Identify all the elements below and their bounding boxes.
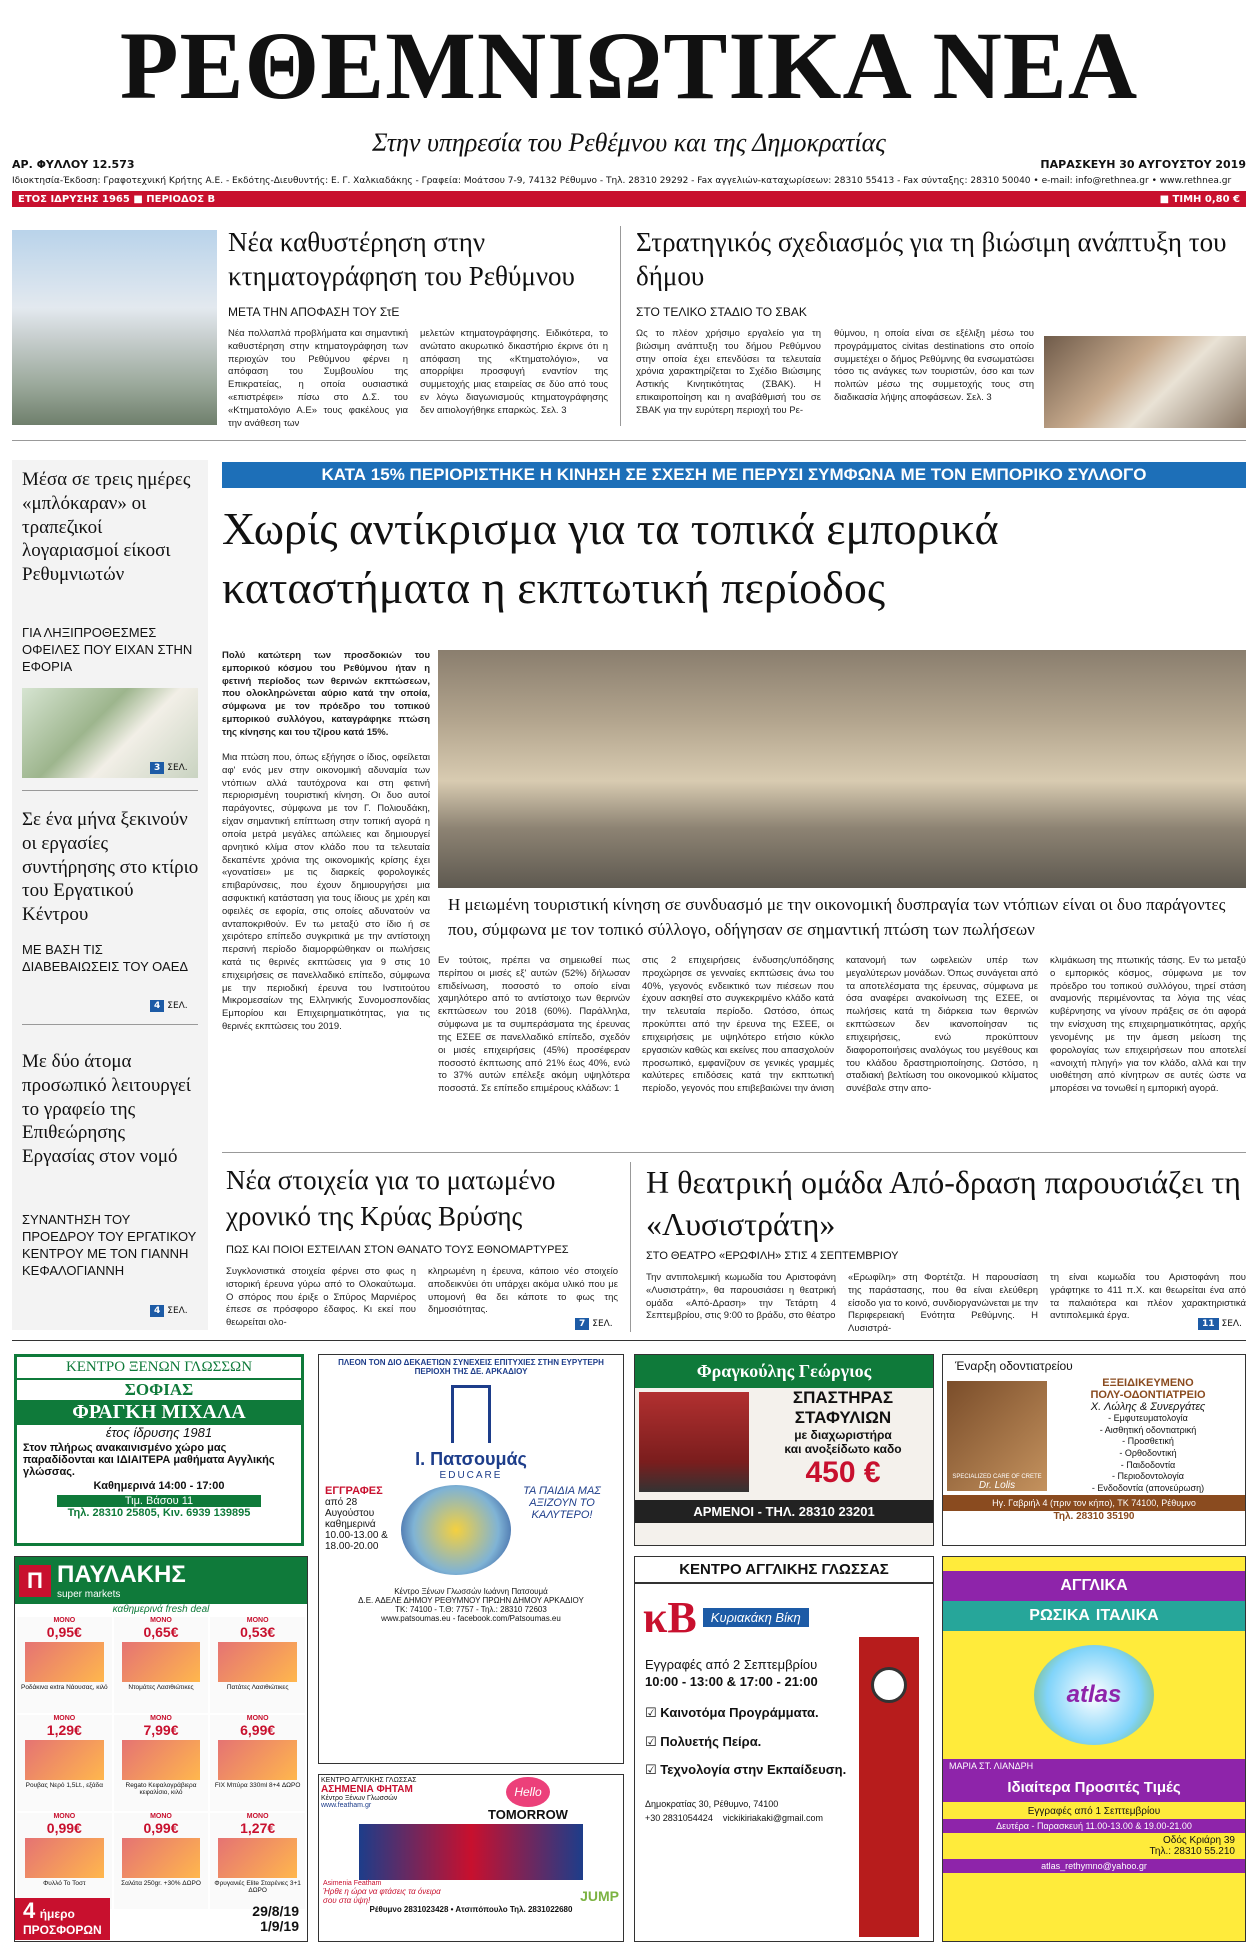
main-col-4: κλιμάκωση της πτωτικής τάσης. Εν τω μεταξύ ο εμπορικός κόσμος, σύμφωνα με τον πρόεδρο του τοπικού συλλόγου, τηρεί στάση αναμονής περιμένοντας τα λόγια της νέας κυβέρνησης να γίνουν πράξεις σε ότι αφορά την ενίσχυση της επιχειρηματικότητας, αρχής γενομένης με την άμεση μείωση της φορολογίας των επιχειρήσεων που αποτελεί «ανοιχτή πληγή» για τον κλάδο, αλλά και την υιοθέτηση από κίνητρων σε αυτές ώστε να μπορέσει να τονωθεί η εμπορική αγορά. (1050, 955, 1246, 1095)
ad-kir-name: Κυριακάκη Βίκη (703, 1608, 809, 1627)
ads-divider (12, 1340, 1246, 1341)
top-left-headline: Νέα καθυστέρηση στην κτηματογράφηση του Ρεθύμνου (228, 227, 575, 291)
ad-pav-badge1: 4 (23, 1898, 36, 1923)
rethymno-aerial-photo (12, 230, 217, 425)
ad-atlas-logo: atlas (1034, 1645, 1154, 1745)
ad-pats-regtext: από 28 Αυγούστου καθημερινά 10.00-13.00 & 18.00-20.00 (325, 1497, 388, 1552)
sidebar-2-page: 4 ΣΕΛ. (150, 1000, 188, 1012)
ad-frag-price: 450 € (805, 1456, 881, 1489)
ad-dental-logo: SPECIALIZED CARE OF CRETE (952, 1474, 1042, 1480)
globe-icon (401, 1485, 511, 1575)
masthead-tagline: Στην υπηρεσία του Ρεθέμνου και της Δημοκρατίας (372, 128, 886, 157)
top-right-headline: Στρατηγικός σχεδιασμός για τη βιώσιμη ανάπτυξη του δήμου (636, 227, 1227, 291)
ad-pav-product: ΜΟΝΟ 0,99€ Σαλάτα 250gr. +30% ΔΩΡΟ (114, 1813, 209, 1909)
ad-dental-tel: Τηλ. 28310 35190 (1053, 1511, 1135, 1522)
top-right-col1: Ως το πλέον χρήσιμο εργαλείο για τη βιώσιμη ανάπτυξη του δήμου Ρεθύμνου στην οποία έχει επενδύσει τα τελευταία χρόνια χαρακτηρίζεται το Σχέδιο Βιώσιμης Αστικής Κινητικότητας (ΣΒΑΚ). Η επικαιροποίηση και η αναβάθμισή του σε ΣΒΑΚ για την ευρύτερη περιοχή του Ρε- (636, 328, 821, 416)
ad-pav-name: ΠΑΥΛΑΚΗΣ (57, 1561, 186, 1588)
ad-atlas-owner: ΜΑΡΙΑ ΣΤ. ΛΙΑΝΔΡΗ (943, 1759, 1245, 1773)
ad-fragoulis[interactable] (634, 1354, 934, 1546)
ad-dental-service: - Εμφυτευματολογία (1108, 1413, 1188, 1423)
main-col-left: Μια πτώση που, όπως εξήγησε ο ίδιος, οφείλεται αφ' ενός μεν στην οικονομική αδυναμία των ντόπιων αλλά ταυτόχρονα και στη φετινή περιορισμένη τουριστική κίνηση. Οι δυο αυτοί παράγοντες, σύμφωνα με τον Γ. Πολιουδάκη, είχαν σημαντική επίπτωση στην τοπική αγορά η οποία μετρά μεγάλες απώλειες και δημιουργεί αρνητικό κλίμα στον κλάδο που τα τελευταία δεκαπέντε χρόνια της οικονομικής κρίσης έχει «γονατίσει» με τις διαρκείς φορολογικές επιβαρύνσεις, που έχουν δημιουργήσει μια ασφυκτική κατάσταση για τους ίδιους με χρέη και οφειλές σε εφορία, στις οποίες αδυνατούν να ανταποκριθούν. Εν τω μεταξύ στο ίδιο ή σε χειρότερο επίπεδο συγκριτικά με την αντίστοιχη περσινή περίοδο διαμορφώθηκαν οι πωλήσεις κατά τις θερινές εκπτώσεις για 9 στις 10 επιχειρήσεις σε πανελλαδικό επίπεδο, σύμφωνα με την περιοδική έρευνα του Ινστιτούτου Μικρομεσαίων της Ελληνικής Συνομοσπονδίας Εμπορίου και Επιχειρηματικότητας, για τις θερινές εκπτώσεις του 2019. (222, 752, 430, 1033)
sidebar-1-title: Μέσα σε τρεις ημέρες «μπλόκαραν» οι τραπεζικοί λογαριασμοί είκοσι Ρεθυμνιωτών (22, 469, 191, 585)
product-photo (218, 1838, 297, 1878)
founded-bar (12, 191, 1246, 207)
ad-pav-product: ΜΟΝΟ 0,53€ Πατάτες Λασιθιώτικες (210, 1617, 305, 1713)
ad-atlas-l2: ΡΩΣΙΚΑ (1029, 1607, 1090, 1624)
ad-pav-product: ΜΟΝΟ 0,99€ Φυλλό Το Τοστ (17, 1813, 112, 1909)
ad-lang-hours: Καθημερινά 14:00 - 17:00 (93, 1480, 225, 1492)
bottom-right-col2: «Ερωφίλη» στη Φορτέτζα. Η παρουσίαση της παράστασης, που θα είναι ελεύθερη είσοδο για το κοινό, συνδιοργανώνεται με την Περιφερειακή Ενότητα Ρεθύμνης. Η Λυσιστρά- (848, 1272, 1038, 1335)
bottom-left-col2: κληρωμένη η έρευνα, κάποιο νέο στοιχείο αποδεικνύει ότι υπάρχει ακόμα υλικό που με υπομονή θα δει κάποτε το φως της δημοσιότητας. (428, 1266, 618, 1316)
sidebar-3-sub: ΣΥΝΑΝΤΗΣΗ ΤΟΥ ΠΡΟΕΔΡΟΥ ΤΟΥ ΕΡΓΑΤΙΚΟΥ ΚΕΝΤΡΟΥ ΜΕ ΤΟΝ ΓΙΑΝΝΗ ΚΕΦΑΛΟΓΙΑΝΝΗ (22, 1212, 197, 1278)
sidebar-3-title: Με δύο άτομα προσωπικό λειτουργεί το γραφείο της Επιθεώρησης Εργασίας στον νομό (22, 1051, 191, 1167)
ad-kir-feature: ☑ Τεχνολογία στην Εκπαίδευση. (645, 1762, 847, 1778)
ad-pats-reg: ΕΓΓΡΑΦΕΣ (325, 1485, 383, 1497)
bottom-left-headline: Νέα στοιχεία για το ματωμένο χρονικό της Κρύας Βρύσης (226, 1165, 556, 1232)
ad-frag-name: Φραγκούλης Γεώργιος (635, 1355, 933, 1388)
ad-pav-product: ΜΟΝΟ 7,99€ Regato Κεφαλογράβιερα κεφαλίσιο, κιλό (114, 1715, 209, 1811)
ad-dental-addr: Ηγ. Γαβριήλ 4 (πριν τον κήπο), ΤΚ 74100, Ρέθυμνο (943, 1495, 1245, 1511)
top-left-col2: μελετών κτηματογράφησης. Ειδικότερα, το ανώτατο ακυρωτικό δικαστήριο έκρινε ότι η απόφαση της «Κτηματολόγιο», να απορρίψει προσφυγή εναντίον της συμμετοχής μιας εταιρείας σε δύο από τους εν λόγω διαγωνισμούς κτηματογράφησης δεν αιτιολογήθηκε επαρκώς. Σελ. 3 (420, 328, 608, 416)
ad-dental-l2: ΠΟΛΥ-ΟΔΟΝΤΙΑΤΡΕΙΟ (1090, 1389, 1206, 1401)
ad-pav-products (15, 1615, 307, 1911)
ad-atlas-l3: ΙΤΑΛΙΚΑ (1095, 1607, 1159, 1624)
ad-pav-product: ΜΟΝΟ 1,27€ Φρυγανιές Elite Σταρένιες 3+1 ΔΩΡΟ (210, 1813, 305, 1909)
ad-kir-addr: Δημοκρατίας 30, Ρέθυμνο, 74100 (645, 1798, 779, 1809)
ad-atlas-reg: Εγγραφές από 1 Σεπτεμβρίου (1027, 1806, 1161, 1817)
main-kicker: ΚΑΤΑ 15% ΠΕΡΙΟΡΙΣΤΗΚΕ Η ΚΙΝΗΣΗ ΣΕ ΣΧΕΣΗ ΜΕ ΠΕΡΥΣΙ ΣΥΜΦΩΝΑ ΜΕ ΤΟΝ ΕΜΠΟΡΙΚΟ ΣΥΛΛΟΓΟ (222, 462, 1246, 488)
sidebar-divider (22, 790, 198, 791)
ad-pats-name: Ι. Πατσουμάς (415, 1449, 527, 1469)
product-photo (122, 1740, 201, 1780)
section-divider (222, 1152, 1246, 1153)
main-photo-caption: Η μειωμένη τουριστική κίνηση σε συνδυασμό με την οικονομική δυσπραγία των ντόπιων είναι οι δυο παράγοντες που, σύμφωνα με τον τοπικό σύλλογο, οδήγησαν σε σημαντική πτώση των πωλήσεων (448, 895, 1226, 939)
issue-number: ΑΡ. ΦΥΛΛΟΥ 12.573 (12, 158, 135, 171)
ad-pavlakis[interactable] (14, 1556, 308, 1942)
ad-ash-tomorrow: TOMORROW (488, 1807, 568, 1822)
product-photo (218, 1740, 297, 1780)
ad-ash-fb: Asimenia Featham (323, 1880, 382, 1887)
ad-pav-product: ΜΟΝΟ 0,65€ Ντομάτες Λασιθιώτικες (114, 1617, 209, 1713)
bottom-right-col1: Την αντιπολεμική κωμωδία του Αριστοφάνη «Λυσιστράτη», θα παρουσιάσει η θεατρική ομάδα «Από-Δραση» την Τετάρτη 4 Σεπτεμβρίου, στις 9:00 το βράδυ, στο θέατρο (646, 1272, 836, 1322)
shopping-street-photo (438, 650, 1246, 888)
ad-pav-product: ΜΟΝΟ 1,29€ Ρουβας Νερό 1,5Lt., εξάδα (17, 1715, 112, 1811)
ad-pats-foot3: ΤΚ: 74100 - Τ.Θ: 7757 - Τηλ.: 28310 72603 (395, 1605, 547, 1614)
ad-atlas-hours: Δευτέρα - Παρασκευή 11.00-13.00 & 19.00-21.00 (943, 1819, 1245, 1833)
sidebar-2-title: Σε ένα μήνα ξεκινούν οι εργασίες συντήρησης στο κτίριο του Εργατικού Κέντρου (22, 809, 199, 925)
ad-lang-addr: Τιμ. Βάσου 11 (57, 1495, 261, 1507)
main-col-3: κατανομή των ωφελειών υπέρ των μεγαλύτερων μονάδων. Όπως συνάγεται από τα αποτελέσματα της έρευνας, σύμφωνα με όσα αναφέρει ανακοίνωση της ΕΣΕΕ, οι πωλήσεις κατά τη διάρκεια των θερινών εκπτώσεων δεν ικανοποίησαν τις επιχειρήσεις, ενώ προκύπτουν διαφοροποιήσεις αναλόγως του μεγέθους και του κλάδου δραστηριοποίησης. Ωστόσο, η σταδιακή βελτίωση του οικονομικού κλίματος συνέβαλε στην απο- (846, 955, 1038, 1095)
meeting-photo (1044, 336, 1246, 428)
top-right-col2: θύμνου, η οποία είναι σε εξέλιξη μέσω του προγράμματος civitas destinations στο οποίο συμμετέχει ο δήμος Ρεθύμνης θα ενσωματώσει τόσο τις ανάγκες των τουριστών, όσο και των πολιτών μέσω της συμμετοχής τους στη διαδικασία λήψης αποφάσεων. Σελ. 3 (834, 328, 1034, 404)
ad-pav-badge3: ΠΡΟΣΦΟΡΩΝ (23, 1923, 102, 1937)
bottom-right-headline: Η θεατρική ομάδα Από-δραση παρουσιάζει τη «Λυσιστράτη» (646, 1164, 1241, 1242)
ad-kir-feature: ☑ Καινοτόμα Προγράμματα. (645, 1705, 819, 1720)
ad-ash-tel: Ρέθυμνο 2831023428 • Ατσιπόπουλο Τηλ. 2831022680 (369, 1905, 573, 1914)
ad-lang-text: Στον πλήρως ανακαινισμένο χώρο μας παραδίδονται και ΙΔΙΑΙΤΕΡΑ μαθήματα Αγγλικής γλώσσας. (23, 1442, 275, 1478)
column-divider (630, 1162, 631, 1332)
ad-dental-l3: Χ. Λώλης & Συνεργάτες (1090, 1401, 1206, 1413)
ad-atlas[interactable] (942, 1556, 1246, 1942)
ad-language-center[interactable] (14, 1354, 304, 1546)
ad-dental-l1: ΕΞΕΙΔΙΚΕΥΜΕΝΟ (1102, 1377, 1194, 1389)
ad-frag-l1: ΣΠΑΣΤΗΡΑΣ (792, 1388, 894, 1407)
ad-kir-tel: +30 2831054424 (645, 1812, 713, 1823)
top-right-sub: ΣΤΟ ΤΕΛΙΚΟ ΣΤΑΔΙΟ ΤΟ ΣΒΑΚ (636, 305, 807, 319)
uk-flag-glasses-photo (359, 1824, 583, 1880)
ad-pav-d2: 1/9/19 (260, 1918, 299, 1934)
ad-kiriakaki[interactable] (634, 1556, 934, 1942)
ad-pav-badge2: ήμερο (39, 1907, 75, 1921)
ad-ashmenia[interactable] (318, 1774, 624, 1942)
price-text: ■ ΤΙΜΗ 0,80 € (1159, 193, 1240, 205)
section-divider (12, 440, 1246, 441)
ad-kir-feature: ☑ Πολυετής Πείρα. (645, 1733, 762, 1749)
ad-ash-jump: JUMP (580, 1888, 619, 1904)
ad-pav-script: καθημερινά fresh deal (112, 1604, 210, 1615)
bottom-right-col3: τη είναι κωμωδία του Αριστοφάνη που γράφτηκε το 411 π.Χ. και θεωρείται ένα από τα παλαιότερα και πλέον χαρακτηριστικά αντιπολεμικά έργα. (1050, 1272, 1246, 1322)
bottom-right-page: 11 ΣΕΛ. (1198, 1318, 1242, 1330)
ad-lang-title: ΚΕΝΤΡΟ ΞΕΝΩΝ ΓΛΩΣΣΩΝ (17, 1357, 301, 1380)
ad-frag-l3: με διαχωριστήρα (794, 1428, 892, 1442)
ad-kir-hours: 10:00 - 13:00 & 17:00 - 21:00 (645, 1674, 818, 1689)
column-divider (620, 226, 621, 426)
kv-logo-icon: κΒ (643, 1593, 697, 1642)
ad-dental-service: - Προσθετική (1122, 1436, 1174, 1447)
ad-dental-service: - Ενδοδοντία (απονεύρωση) (1091, 1483, 1205, 1494)
ad-dental-sig: Dr. Lolis (978, 1480, 1016, 1491)
ad-pats-foot2: Δ.Ε. ΑΔΕΛΕ ΔΗΜΟΥ ΡΕΘΥΜΝΟΥ ΠΡΩΗΝ ΔΗΜΟΥ ΑΡΚΑΔΙΟΥ (358, 1596, 584, 1605)
ad-ash-cta: Ήρθε η ώρα να φτάσεις τα όνειρα σου στα ύψη! (323, 1887, 441, 1905)
ad-lang-name1: ΣΟΦΙΑΣ (124, 1380, 194, 1399)
ad-pav-product: ΜΟΝΟ 6,99€ FIX Μπύρα 330ml 8+4 ΔΩΡΟ (210, 1715, 305, 1811)
bottom-left-page: 7 ΣΕΛ. (575, 1318, 613, 1330)
ad-atlas-l1: ΑΓΓΛΙΚΑ (943, 1571, 1245, 1601)
ad-ash-web: www.featham.gr (321, 1802, 372, 1809)
product-photo (25, 1838, 104, 1878)
issue-info (12, 158, 1246, 171)
ad-ash-sub: Κέντρο Ξένων Γλωσσών (321, 1795, 398, 1802)
ad-atlas-promo: Ιδιαίτερα Προσιτές Τιμές (943, 1773, 1245, 1802)
ad-dental[interactable] (942, 1354, 1246, 1546)
ad-atlas-tel: Τηλ.: 28310 55.210 (1149, 1846, 1235, 1857)
credits-line: Ιδιοκτησία-Έκδοση: Γραφοτεχνική Κρήτης Α.Ε. - Εκδότης-Διευθυντής: Ε. Γ. Χαλκιαδάκης - Γραφεία: Μοάτσου 7-9, 74132 Ρέθυμνο - Τηλ. 28310 29292 - Fax αγγελιών-καταχωρίσεων: 28310 55413 - Fax σύνταξης: 28310 50040 • e-mail: info@rethnea.gr • www.rethnea.gr (12, 176, 1232, 186)
ad-frag-foot: ΑΡΜΕΝΟΙ - ΤΗΛ. 28310 23201 (635, 1500, 933, 1523)
ad-ash-hello: Hello (506, 1777, 549, 1807)
ad-frag-l2: ΣΤΑΦΥΛΙΩΝ (794, 1408, 892, 1427)
product-photo (122, 1838, 201, 1878)
sidebar-divider (22, 1024, 198, 1025)
sidebar-3-page: 4 ΣΕΛ. (150, 1305, 188, 1317)
bottom-right-sub: ΣΤΟ ΘΕΑΤΡΟ «ΕΡΩΦΙΛΗ» ΣΤΙΣ 4 ΣΕΠΤΕΜΒΡΙΟΥ (646, 1250, 899, 1262)
ad-dental-service: - Περιοδοντολογία (1112, 1471, 1184, 1482)
ad-pav-product: ΜΟΝΟ 0,95€ Ροδάκινα extra Νάουσας, κιλό (17, 1617, 112, 1713)
ad-lang-name2: ΦΡΑΓΚΗ ΜΙΧΑΛΑ (17, 1400, 301, 1425)
ad-pav-sub: super markets (57, 1589, 121, 1600)
ad-frag-l4: και ανοξείδωτο καδο (784, 1442, 902, 1456)
ad-kir-reg: Εγγραφές από 2 Σεπτεμβρίου (645, 1657, 818, 1672)
ad-pav-d1: 29/8/19 (252, 1902, 299, 1919)
ad-dental-service: - Αισθητική οδοντιατρική (1099, 1424, 1197, 1435)
top-left-col1: Νέα πολλαπλά προβλήματα και σημαντική καθυστέρηση στην κτηματογράφηση των περιοχών του Ρεθύμνου φέρνει η απόφαση του Συμβουλίου της Επικρατείας, η οποία ουσιαστικά «επιστρέφει» πίσω στο Δ.Σ. του «Κτηματολόγιο Α.Ε» τους φακέλους για την ανάθεση των (228, 328, 408, 429)
ad-dental-services (1051, 1413, 1245, 1495)
product-photo (122, 1642, 201, 1682)
main-col-2: στις 2 επιχειρήσεις ένδυσης/υπόδησης προχώρησε σε γενναίες εκπτώσεις άνω του 40%, γεγονός ενδεικτικό των πιέσεων που έχουν ασκηθεί στο συγκεκριμένο κλάδο κατά την τελευταία περίοδο. Ωστόσο, όπως προκύπτει από την έρευνα της ΕΣΕΕ, οι επιχειρήσεις με υψηλότερο ετήσιο κύκλο εργασιών καθώς και εκείνες που απασχολούν προσωπικό, εμφανίζουν σε γενικές γραμμές καλύτερες επιδόσεις κατά την εκπτωτική περίοδο, γεγονός που επιβεβαιώνει την άνιση (642, 955, 834, 1095)
ad-dental-top: Έναρξη οδοντιατρείου (955, 1359, 1073, 1373)
ad-pats-foot4: www.patsoumas.eu - facebook.com/Patsoumas.eu (381, 1614, 561, 1623)
product-photo (25, 1740, 104, 1780)
issue-date: ΠΑΡΑΣΚΕΥΗ 30 ΑΥΓΟΥΣΤΟΥ 2019 (1040, 158, 1246, 171)
ad-ash-top: ΚΕΝΤΡΟ ΑΓΓΛΙΚΗΣ ΓΛΩΣΣΑΣ (321, 1777, 417, 1784)
ad-kir-title: ΚΕΝΤΡΟ ΑΓΓΛΙΚΗΣ ΓΛΩΣΣΑΣ (635, 1557, 933, 1584)
pavlakis-logo-icon: Π (19, 1565, 51, 1597)
grape-press-icon (639, 1392, 749, 1492)
ad-pats-foot1: Κέντρο Ξένων Γλωσσών Ιωάννη Πατσουμά (394, 1587, 548, 1596)
ad-atlas-email: atlas_rethymno@yahoo.gr (943, 1859, 1245, 1873)
top-left-sub: ΜΕΤΑ ΤΗΝ ΑΠΟΦΑΣΗ ΤΟΥ ΣτΕ (228, 305, 400, 319)
ad-pats-brand: EDUCARE (439, 1470, 503, 1481)
sidebar-1-page: 3 ΣΕΛ. (150, 762, 188, 774)
building-icon (451, 1385, 491, 1443)
ad-lang-tel: Τηλ. 28310 25805, Κιν. 6939 139895 (67, 1507, 251, 1519)
ad-ash-name: ΑΣΗΜΕΝΙΑ ΦΗΤΑΜ (321, 1784, 413, 1795)
bottom-left-col1: Συγκλονιστικά στοιχεία φέρνει στο φως η ιστορική έρευνα γύρω από το Ολοκαύτωμα. Ο σπόρος που έριξε ο Σπύρος Μαρνιέρος έπεσε σε πρόσφορο έδαφος. Κι εκεί που θεωρείται ολο- (226, 1266, 416, 1329)
main-lead: Πολύ κατώτερη των προσδοκιών του εμπορικού κόσμου του Ρεθύμνου ήταν η φετινή περίοδος των θερινών εκπτώσεων, που ολοκληρώνεται αύριο κατά την οποία, σύμφωνα με τον πρόεδρο του τοπικού εμπορικού συλλόγου, καταγράφηκε πτώση της κίνησης και του τζίρου κατά 15%. (222, 650, 430, 738)
ad-dental-service: - Παιδοδοντία (1120, 1459, 1176, 1470)
product-photo (25, 1642, 104, 1682)
bottom-left-sub: ΠΩΣ ΚΑΙ ΠΟΙΟΙ ΕΣΤΕΙΛΑΝ ΣΤΟΝ ΘΑΝΑΤΟ ΤΟΥΣ ΕΘΝΟΜΑΡΤΥΡΕΣ (226, 1244, 569, 1256)
ad-dental-service: - Ορθοδοντική (1119, 1448, 1177, 1459)
main-headline: Χωρίς αντίκρισμα για τα τοπικά εμπορικά καταστήματα η εκπτωτική περίοδος (222, 503, 999, 613)
founded-text: ΕΤΟΣ ΙΔΡΥΣΗΣ 1965 ■ ΠΕΡΙΟΔΟΣ Β (18, 193, 216, 205)
big-ben-icon (859, 1637, 919, 1937)
ad-patsoumas[interactable] (318, 1354, 624, 1764)
sidebar-1-sub: ΓΙΑ ΛΗΞΙΠΡΟΘΕΣΜΕΣ ΟΦΕΙΛΕΣ ΠΟΥ ΕΙΧΑΝ ΣΤΗΝ ΕΦΟΡΙΑ (22, 625, 193, 674)
main-col-1: Εν τούτοις, πρέπει να σημειωθεί πως περίπου οι μισές εξ' αυτών (52%) δήλωσαν επιδείνωση, ποσοστό το οποίο είναι χαμηλότερο από το αντίστοιχο των θερινών εκπτώσεων του 2018 (60%). Παράλληλα, σύμφωνα με τα συμπεράσματα της έρευνας της ΕΣΕΕ σε πανελλαδικό επίπεδο, σχεδόν οι μισές επιχειρήσεις (45%) προσέφεραν ποσοστό έκπτωσης από 21% έως 40%, ενώ το 37% αυτών επέλεξε ακόμη υψηλότερα ποσοστά. Σε επίπεδο επιμέρους κλάδων: 1 (438, 955, 630, 1095)
ad-lang-since: έτος ίδρυσης 1981 (105, 1425, 213, 1440)
ad-pats-top: ΠΛΕΟΝ ΤΟΝ ΔΙΟ ΔΕΚΑΕΤΙΩΝ ΣΥΝΕΧΕΙΣ ΕΠΙΤΥΧΙΕΣ ΣΤΗΝ ΕΥΡΥΤΕΡΗ ΠΕΡΙΟΧΗ ΤΗΣ ΔΕ. ΑΡΚΑΔΙΟΥ (338, 1358, 604, 1376)
ad-atlas-addr: Οδός Κριάρη 39 (1162, 1835, 1235, 1846)
sidebar-2-sub: ΜΕ ΒΑΣΗ ΤΙΣ ΔΙΑΒΕΒΑΙΩΣΕΙΣ ΤΟΥ ΟΑΕΔ (22, 942, 189, 974)
ad-kir-email: vickikiriakaki@gmail.com (722, 1812, 823, 1823)
product-photo (218, 1642, 297, 1682)
masthead-title: ΡΕΘΕΜΝΙΩΤΙΚΑ ΝΕΑ (119, 12, 1139, 119)
ad-pats-slogan: ΤΑ ΠΑΙΔΙΑ ΜΑΣ ΑΞΙΖΟΥΝ ΤΟ ΚΑΛΥΤΕΡΟ! (523, 1485, 601, 1521)
